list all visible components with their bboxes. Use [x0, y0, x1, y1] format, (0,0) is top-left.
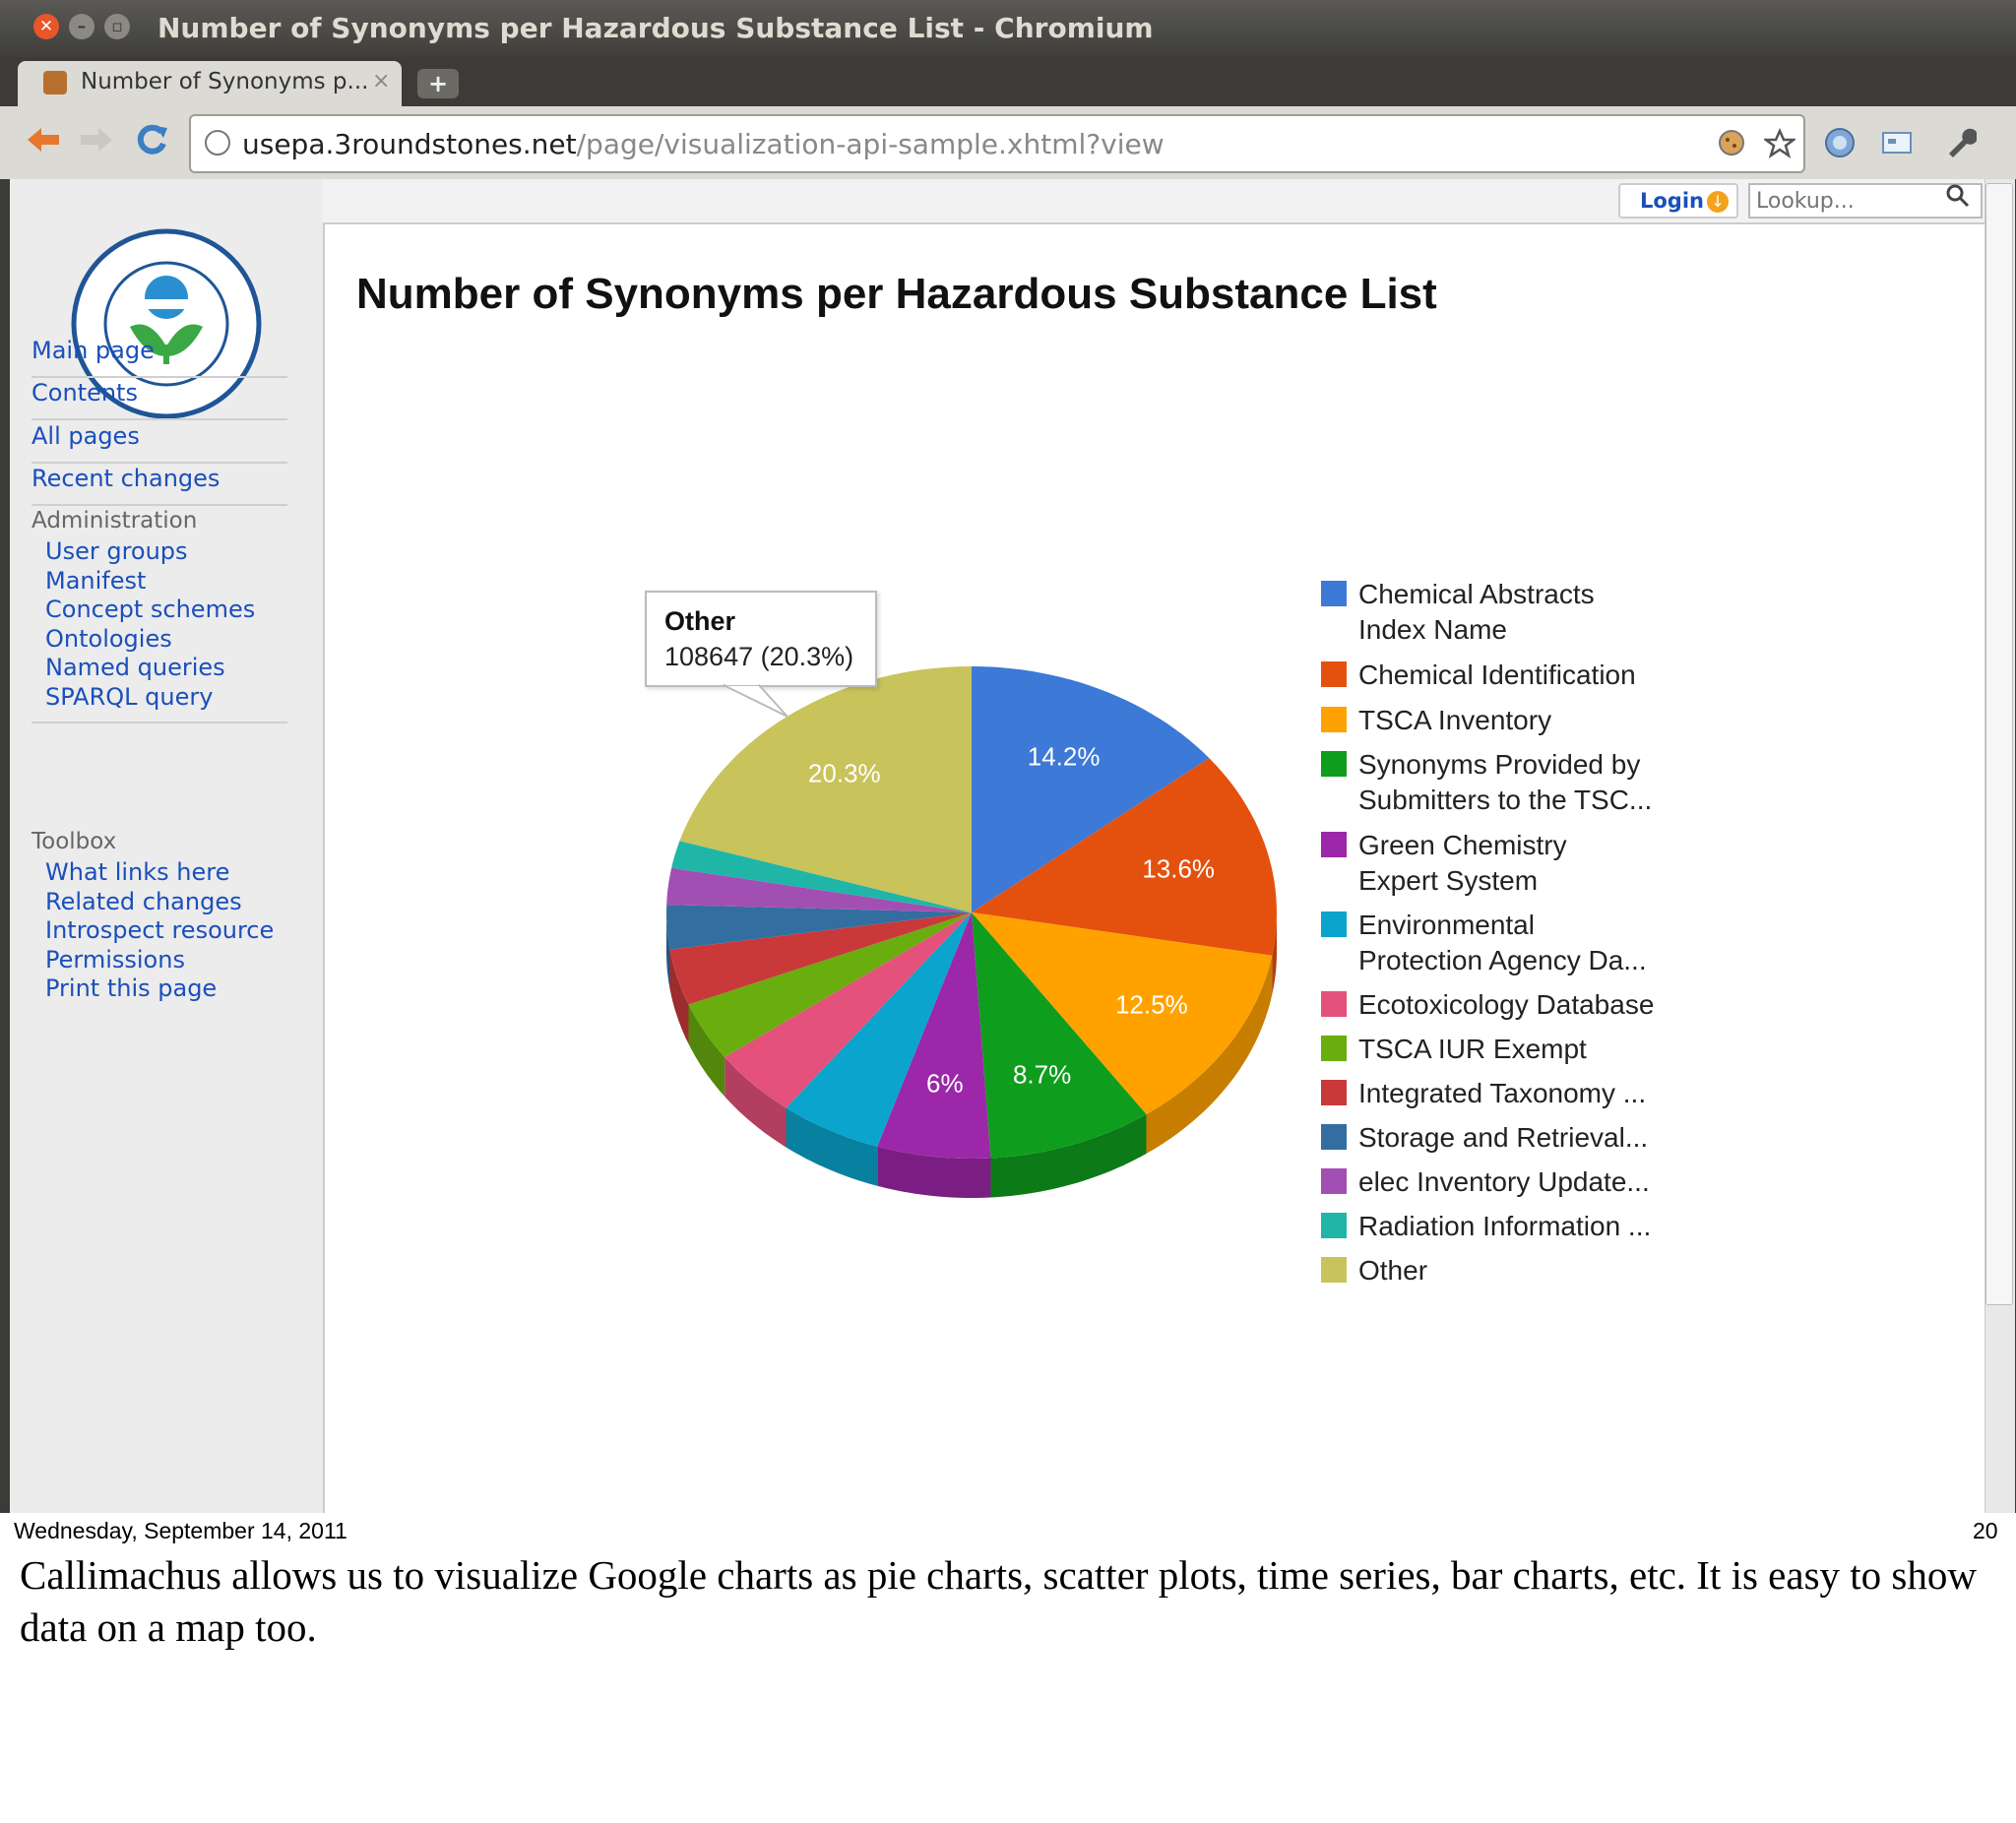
admin-sparql-query[interactable]: SPARQL query	[45, 683, 214, 711]
tooltip-title: Other	[664, 606, 736, 636]
legend-label: Other	[1358, 1255, 1428, 1286]
legend-swatch	[1321, 1080, 1347, 1105]
url-text: usepa.3roundstones.net/page/visualization-api-sample.xhtml?view	[242, 128, 1165, 160]
legend-swatch	[1321, 581, 1347, 606]
admin-ontologies[interactable]: Ontologies	[45, 625, 172, 653]
nav-main-page[interactable]: Main page	[32, 337, 155, 364]
chart-tooltip	[645, 591, 877, 687]
legend-swatch	[1321, 832, 1347, 857]
legend-swatch	[1321, 1124, 1347, 1150]
pie-slice-label: 6%	[926, 1068, 964, 1099]
close-window-button[interactable]: ✕	[33, 14, 59, 39]
pie-slice-label: 8.7%	[1012, 1059, 1072, 1090]
slide-caption: Callimachus allows us to visualize Google charts as pie charts, scatter plots, time series, bar charts, etc. It is easy to show data on a map too.	[20, 1552, 1977, 1650]
nav-contents[interactable]: Contents	[32, 379, 138, 407]
toolbox-introspect-resource[interactable]: Introspect resource	[45, 916, 275, 944]
legend-label: Ecotoxicology Database	[1358, 989, 1655, 1020]
legend-label: Chemical Identification	[1358, 660, 1636, 690]
pie-slice-label: 14.2%	[1027, 741, 1101, 772]
legend-swatch	[1321, 661, 1347, 687]
pie-slice-label: 13.6%	[1142, 853, 1216, 884]
login-label: Login	[1640, 189, 1704, 213]
legend-label: Chemical Abstracts Index Name	[1358, 579, 1595, 645]
legend-label: Storage and Retrieval...	[1358, 1122, 1649, 1153]
legend-label: Integrated Taxonomy ...	[1358, 1078, 1647, 1108]
admin-concept-schemes[interactable]: Concept schemes	[45, 596, 256, 623]
chart-title: Number of Synonyms per Hazardous Substance List	[356, 270, 1437, 318]
slide-number: 20	[1973, 1518, 1998, 1543]
admin-named-queries[interactable]: Named queries	[45, 654, 225, 681]
pie-slice-label: 12.5%	[1114, 989, 1188, 1020]
tab-title: Number of Synonyms p...	[81, 69, 369, 94]
administration-heading: Administration	[32, 508, 198, 534]
tab-close-icon[interactable]: ×	[372, 69, 391, 94]
pie-slice-label: 20.3%	[807, 758, 881, 788]
legend-label: Synonyms Provided by Submitters to the TSC...	[1358, 749, 1653, 815]
legend-swatch	[1321, 707, 1347, 732]
legend-swatch	[1321, 751, 1347, 777]
tooltip-value: 108647 (20.3%)	[664, 642, 854, 671]
toolbox-what-links-here[interactable]: What links here	[45, 858, 230, 886]
legend-swatch	[1321, 1168, 1347, 1194]
legend-swatch	[1321, 912, 1347, 937]
legend-label: Green Chemistry Expert System	[1358, 830, 1567, 896]
legend-swatch	[1321, 1036, 1347, 1061]
slide-date: Wednesday, September 14, 2011	[14, 1518, 347, 1543]
legend-swatch	[1321, 991, 1347, 1017]
admin-user-groups[interactable]: User groups	[45, 537, 188, 565]
toolbox-permissions[interactable]: Permissions	[45, 946, 185, 974]
legend-label: TSCA Inventory	[1358, 705, 1552, 735]
login-arrow-icon: ↓	[1707, 191, 1729, 213]
legend-label: Radiation Information ...	[1358, 1211, 1652, 1241]
legend-label: elec Inventory Update...	[1358, 1166, 1650, 1197]
toolbox-print-this-page[interactable]: Print this page	[45, 974, 218, 1002]
new-tab-button[interactable]: +	[417, 69, 459, 98]
legend-label: TSCA IUR Exempt	[1358, 1034, 1587, 1064]
maximize-window-button[interactable]: ▫	[104, 14, 130, 39]
toolbox-heading: Toolbox	[32, 829, 117, 854]
admin-manifest[interactable]: Manifest	[45, 567, 147, 595]
nav-recent-changes[interactable]: Recent changes	[32, 465, 220, 492]
minimize-window-button[interactable]: –	[69, 14, 94, 39]
toolbox-related-changes[interactable]: Related changes	[45, 888, 242, 915]
nav-all-pages[interactable]: All pages	[32, 422, 140, 450]
legend-swatch	[1321, 1213, 1347, 1238]
window-title: Number of Synonyms per Hazardous Substance List - Chromium	[158, 12, 1154, 44]
legend-label: Environmental Protection Agency Da...	[1358, 910, 1647, 975]
legend-swatch	[1321, 1257, 1347, 1283]
